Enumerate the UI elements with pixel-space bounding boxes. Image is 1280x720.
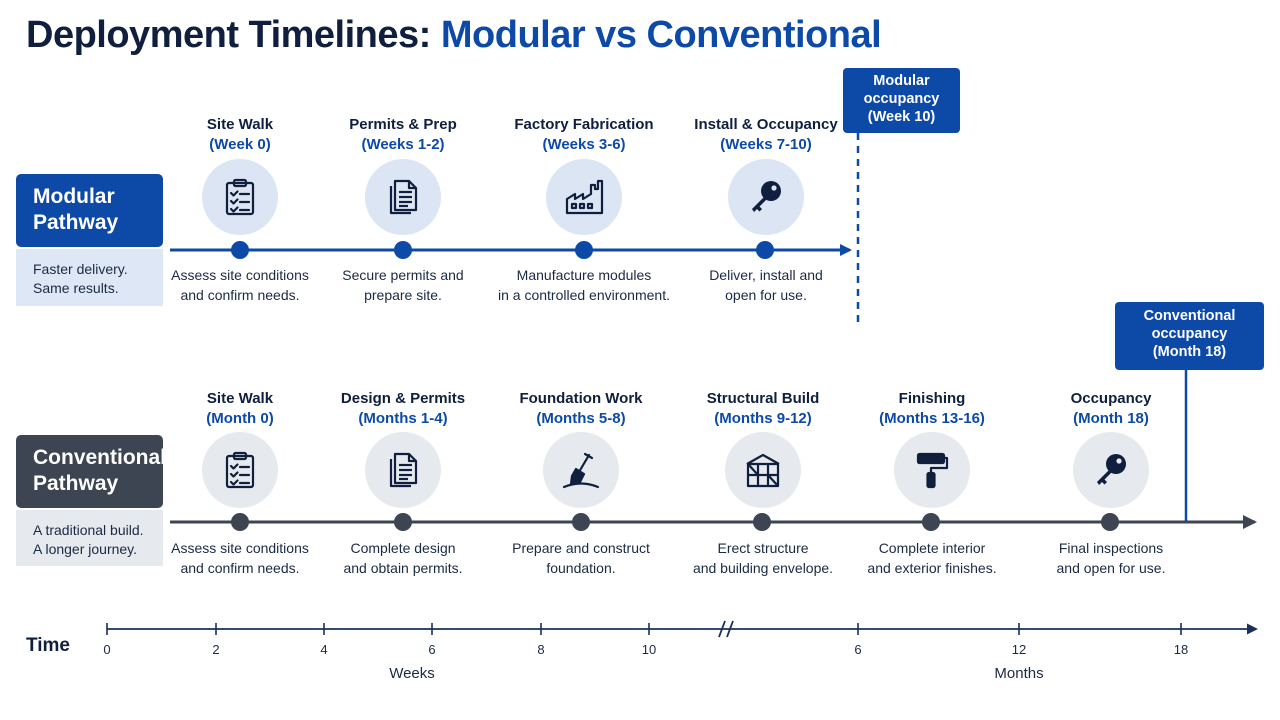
callout-line: occupancy — [863, 91, 940, 107]
desc-line: and confirm needs. — [180, 560, 300, 576]
month-tick-label: 18 — [1173, 642, 1189, 657]
stage-time: (Months 5-8) — [536, 410, 626, 427]
weeks-axis-label: Weeks — [389, 665, 435, 682]
modular-stage-1-node — [231, 241, 249, 259]
modular-badge-line-2: Pathway — [33, 211, 119, 234]
desc-line: Assess site conditions — [171, 540, 309, 556]
stage-name: Occupancy — [1070, 390, 1152, 407]
conventional-stage-6-title — [1011, 389, 1211, 429]
conventional-stage-1-node — [231, 513, 249, 531]
desc-line: and confirm needs. — [180, 287, 300, 303]
desc-line: Secure permits and — [342, 267, 464, 283]
stage-name: Structural Build — [706, 390, 820, 407]
conventional-stage-2-icon-circle — [365, 432, 441, 508]
conventional-stage-4-node — [753, 513, 771, 531]
week-tick-label: 0 — [103, 642, 111, 657]
title-part-2: Modular vs Conventional — [440, 14, 882, 56]
desc-line: foundation. — [546, 560, 616, 576]
desc-line: Erect structure — [717, 540, 809, 556]
factory-icon — [564, 177, 604, 217]
conventional-badge-line-1: Conventional — [33, 446, 167, 469]
callout-line: occupancy — [1151, 326, 1228, 342]
stage-time: (Months 9-12) — [714, 410, 812, 427]
modular-stage-4-title — [666, 115, 866, 155]
desc-line: and building envelope. — [692, 560, 834, 576]
paint-roller-icon — [912, 450, 952, 490]
conventional-occupancy-callout — [1115, 302, 1264, 370]
week-tick-label: 4 — [320, 642, 328, 657]
stage-name: Factory Fabrication — [514, 116, 654, 133]
modular-stage-2-node — [394, 241, 412, 259]
stage-name: Design & Permits — [340, 390, 466, 407]
modular-stage-2-title — [303, 115, 503, 155]
stage-name: Site Walk — [206, 116, 274, 133]
conventional-stage-5-title — [832, 389, 1032, 429]
stage-name: Finishing — [898, 390, 966, 407]
stage-name: Install & Occupancy — [694, 116, 838, 133]
stage-time: (Months 13-16) — [879, 410, 985, 427]
key-icon — [746, 177, 786, 217]
callout-line: Conventional — [1143, 308, 1236, 324]
desc-line: Complete interior — [878, 540, 986, 556]
modular-stage-4-node — [756, 241, 774, 259]
documents-icon — [383, 177, 423, 217]
documents-icon — [383, 450, 423, 490]
modular-stage-1-icon-circle — [202, 159, 278, 235]
conventional-stage-1-icon-circle — [202, 432, 278, 508]
conventional-stage-4-icon-circle — [725, 432, 801, 508]
conventional-desc-line-2: A longer journey. — [33, 541, 138, 557]
stage-time: (Weeks 1-2) — [361, 136, 445, 153]
desc-line: Prepare and construct — [512, 540, 650, 556]
conventional-badge-line-2: Pathway — [33, 472, 119, 495]
modular-stage-3-title — [484, 115, 684, 155]
months-axis-label: Months — [994, 665, 1044, 682]
clipboard-icon — [220, 450, 260, 490]
desc-line: prepare site. — [364, 287, 442, 303]
stage-time: (Week 0) — [209, 136, 271, 153]
key-icon — [1091, 450, 1131, 490]
month-tick-label: 12 — [1011, 642, 1027, 657]
conventional-stage-3-node — [572, 513, 590, 531]
stage-time: (Month 0) — [206, 410, 274, 427]
month-tick-label: 6 — [854, 642, 862, 657]
conventional-stage-6-node — [1101, 513, 1119, 531]
modular-stage-2-icon-circle — [365, 159, 441, 235]
stage-time: (Month 18) — [1073, 410, 1149, 427]
modular-stage-4-description — [656, 265, 876, 305]
callout-line: (Week 10) — [867, 109, 936, 125]
desc-line: Assess site conditions — [171, 267, 309, 283]
modular-stage-3-node — [575, 241, 593, 259]
desc-line: and exterior finishes. — [867, 560, 997, 576]
callout-line: (Month 18) — [1152, 344, 1227, 360]
conventional-stage-2-title — [303, 389, 503, 429]
conventional-stage-3-title — [481, 389, 681, 429]
stage-time: (Months 1-4) — [358, 410, 448, 427]
stage-name: Permits & Prep — [349, 116, 457, 133]
modular-desc-line-2: Same results. — [33, 280, 119, 296]
desc-line: Complete design — [350, 540, 456, 556]
conventional-stage-2-node — [394, 513, 412, 531]
modular-badge-line-1: Modular — [33, 185, 115, 208]
time-axis-label: Time — [26, 635, 71, 656]
stage-time: (Weeks 3-6) — [542, 136, 626, 153]
conventional-pathway-badge — [16, 435, 167, 508]
clipboard-icon — [220, 177, 260, 217]
week-tick-label: 10 — [641, 642, 657, 657]
week-tick-label: 2 — [212, 642, 220, 657]
desc-line: Final inspections — [1058, 540, 1164, 556]
title-part-1: Deployment Timelines: — [26, 14, 431, 56]
stage-time: (Weeks 7-10) — [720, 136, 812, 153]
desc-line: Deliver, install and — [709, 267, 823, 283]
conventional-stage-6-icon-circle — [1073, 432, 1149, 508]
week-tick-label: 6 — [428, 642, 436, 657]
conventional-stage-5-icon-circle — [894, 432, 970, 508]
shovel-icon — [561, 450, 601, 490]
desc-line: in a controlled environment. — [498, 287, 670, 303]
stage-name: Foundation Work — [519, 390, 643, 407]
desc-line: and open for use. — [1056, 560, 1166, 576]
conventional-stage-5-node — [922, 513, 940, 531]
modular-pathway-badge — [16, 174, 163, 247]
callout-line: Modular — [873, 73, 930, 89]
desc-line: Manufacture modules — [516, 267, 652, 283]
conventional-stage-3-icon-circle — [543, 432, 619, 508]
modular-stage-3-icon-circle — [546, 159, 622, 235]
modular-occupancy-callout — [843, 68, 960, 133]
frame-icon — [743, 450, 783, 490]
desc-line: open for use. — [725, 287, 807, 303]
modular-desc-line-1: Faster delivery. — [33, 261, 128, 277]
conventional-desc-line-1: A traditional build. — [33, 522, 144, 538]
modular-stage-4-icon-circle — [728, 159, 804, 235]
conventional-stage-6-description — [1001, 538, 1221, 578]
desc-line: and obtain permits. — [343, 560, 463, 576]
stage-name: Site Walk — [206, 390, 274, 407]
week-tick-label: 8 — [537, 642, 545, 657]
